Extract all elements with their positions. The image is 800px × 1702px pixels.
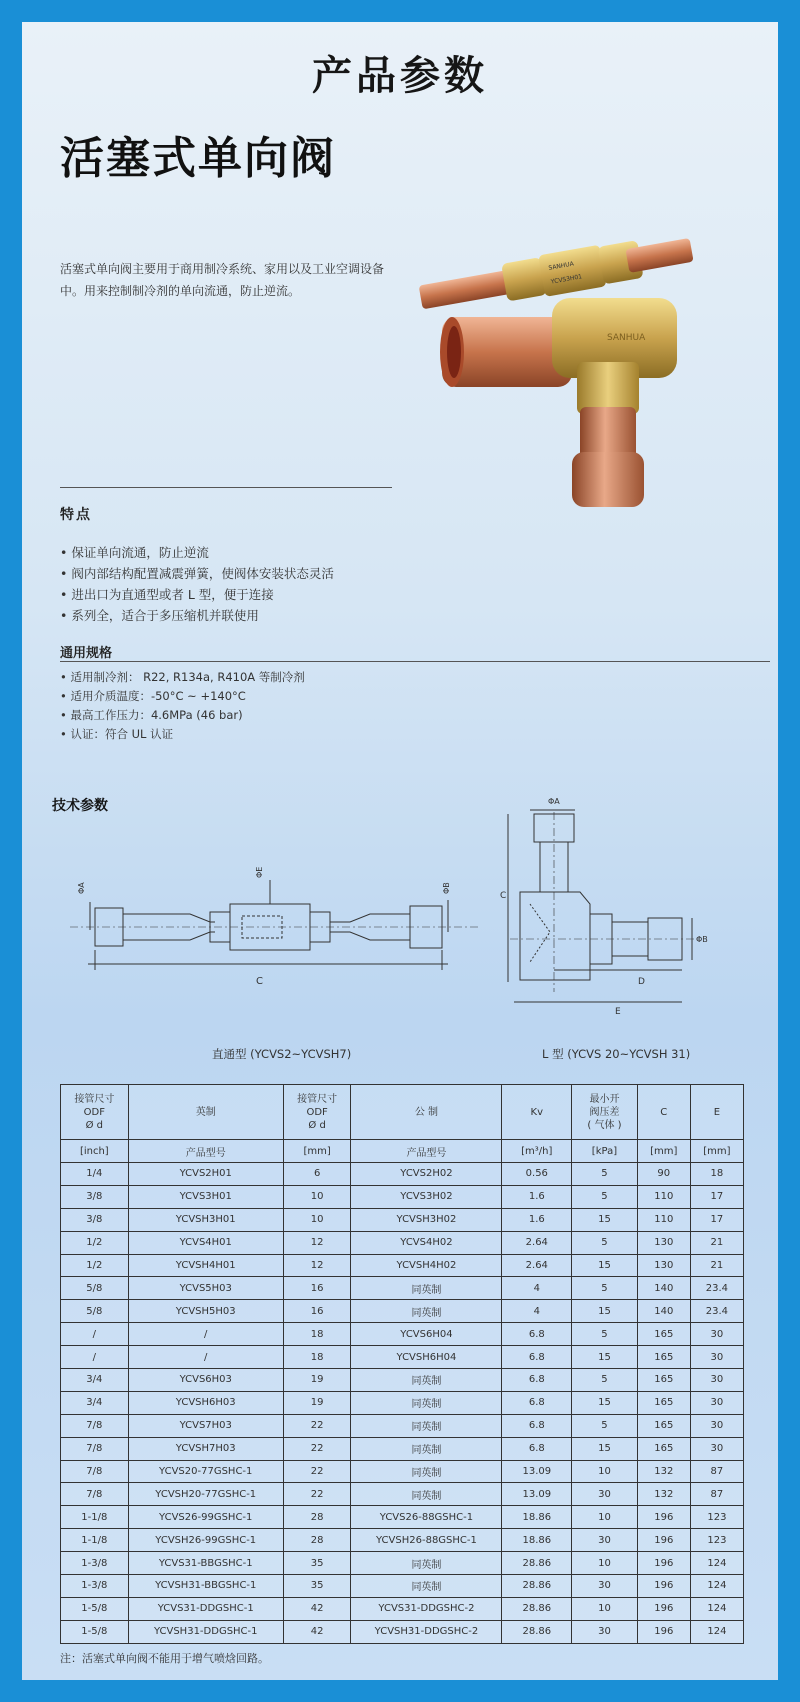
table-cell: 110 <box>637 1208 690 1231</box>
table-cell: / <box>61 1323 129 1346</box>
table-cell: 15 <box>572 1437 638 1460</box>
table-cell: YCVS20-77GSHC-1 <box>128 1460 283 1483</box>
table-row <box>61 1323 744 1346</box>
table-row <box>61 1369 744 1392</box>
table-cell: 17 <box>690 1208 743 1231</box>
table-cell: 6.8 <box>502 1323 572 1346</box>
table-cell: 同英制 <box>351 1369 502 1392</box>
table-cell: 5 <box>572 1163 638 1186</box>
table-cell: 1-3/8 <box>61 1575 129 1598</box>
table-cell: 10 <box>283 1185 351 1208</box>
dim-e-label: ΦE <box>255 866 264 878</box>
table-cell: 28 <box>283 1529 351 1552</box>
table-cell: 3/8 <box>61 1185 129 1208</box>
table-cell: 28 <box>283 1506 351 1529</box>
table-row <box>61 1483 744 1506</box>
table-cell: 15 <box>572 1254 638 1277</box>
table-cell: YCVS3H02 <box>351 1185 502 1208</box>
table-cell: 23.4 <box>690 1277 743 1300</box>
table-row <box>61 1231 744 1254</box>
table-cell: 10 <box>572 1506 638 1529</box>
table-cell: 同英制 <box>351 1300 502 1323</box>
table-cell: 1.6 <box>502 1185 572 1208</box>
table-cell: YCVS4H01 <box>128 1231 283 1254</box>
table-row <box>61 1208 744 1231</box>
table-cell: 165 <box>637 1346 690 1369</box>
table-row <box>61 1185 744 1208</box>
table-cell: 1.6 <box>502 1208 572 1231</box>
table-cell: YCVSH4H02 <box>351 1254 502 1277</box>
l-valve-image <box>440 298 677 507</box>
unit-cell: [kPa] <box>572 1140 638 1163</box>
col-header: E <box>690 1085 743 1140</box>
table-cell: / <box>128 1346 283 1369</box>
table-cell: 30 <box>690 1414 743 1437</box>
unit-cell: [mm] <box>690 1140 743 1163</box>
features-list <box>60 542 334 626</box>
table-cell: 90 <box>637 1163 690 1186</box>
table-cell: YCVS31-DDGSHC-2 <box>351 1597 502 1620</box>
col-header: 公 制 <box>351 1085 502 1140</box>
table-cell: 5 <box>572 1323 638 1346</box>
table-cell: 196 <box>637 1597 690 1620</box>
table-cell: 196 <box>637 1575 690 1598</box>
table-row <box>61 1163 744 1186</box>
table-cell: 1-5/8 <box>61 1597 129 1620</box>
unit-cell: [inch] <box>61 1140 129 1163</box>
spec-item: • 最高工作压力：4.6MPa (46 bar) <box>60 708 243 722</box>
dim-d-label: D <box>638 977 645 987</box>
table-cell: YCVSH7H03 <box>128 1437 283 1460</box>
table-cell: 5 <box>572 1231 638 1254</box>
table-cell: 42 <box>283 1620 351 1643</box>
table-cell: 165 <box>637 1323 690 1346</box>
col-header: Kv <box>502 1085 572 1140</box>
table-cell: 140 <box>637 1300 690 1323</box>
table-cell: YCVS5H03 <box>128 1277 283 1300</box>
dim-a-label-l: ΦA <box>548 797 560 806</box>
table-cell: YCVS3H01 <box>128 1185 283 1208</box>
table-row <box>61 1575 744 1598</box>
table-cell: 2.64 <box>502 1254 572 1277</box>
table-cell: 13.09 <box>502 1483 572 1506</box>
spec-item: • 适用介质温度：-50°C ~ +140°C <box>60 689 246 703</box>
table-cell: 22 <box>283 1414 351 1437</box>
table-cell: 6.8 <box>502 1369 572 1392</box>
table-cell: 22 <box>283 1460 351 1483</box>
table-cell: 7/8 <box>61 1437 129 1460</box>
table-cell: 17 <box>690 1185 743 1208</box>
table-cell: 16 <box>283 1300 351 1323</box>
feature-item: • 系列全，适合于多压缩机并联使用 <box>60 608 259 623</box>
table-cell: 18 <box>283 1323 351 1346</box>
straight-type-drawing <box>60 860 490 1010</box>
table-cell: 5/8 <box>61 1300 129 1323</box>
table-cell: 12 <box>283 1254 351 1277</box>
table-cell: 140 <box>637 1277 690 1300</box>
table-row <box>61 1346 744 1369</box>
feature-item: • 进出口为直通型或者 L 型，便于连接 <box>60 587 274 602</box>
table-cell: YCVSH31-BBGSHC-1 <box>128 1575 283 1598</box>
table-cell: 0.56 <box>502 1163 572 1186</box>
table-cell: 5 <box>572 1277 638 1300</box>
dim-a-label: ΦA <box>77 882 86 894</box>
table-cell: YCVS7H03 <box>128 1414 283 1437</box>
table-cell: YCVSH3H02 <box>351 1208 502 1231</box>
table-cell: 同英制 <box>351 1414 502 1437</box>
table-cell: 1-5/8 <box>61 1620 129 1643</box>
table-cell: YCVSH20-77GSHC-1 <box>128 1483 283 1506</box>
footnote: 注：活塞式单向阀不能用于增气喷焓回路。 <box>60 1652 269 1665</box>
table-cell: 15 <box>572 1391 638 1414</box>
table-row <box>61 1506 744 1529</box>
table-cell: YCVS31-BBGSHC-1 <box>128 1552 283 1575</box>
product-image <box>412 212 762 542</box>
table-row <box>61 1391 744 1414</box>
dim-b-label: ΦB <box>442 882 451 894</box>
table-cell: 124 <box>690 1552 743 1575</box>
table-row <box>61 1277 744 1300</box>
spec-item: • 适用制冷剂： R22, R134a, R410A 等制冷剂 <box>60 670 305 684</box>
table-cell: 196 <box>637 1506 690 1529</box>
table-cell: 2.64 <box>502 1231 572 1254</box>
table-row <box>61 1620 744 1643</box>
table-cell: YCVSH26-99GSHC-1 <box>128 1529 283 1552</box>
table-cell: 19 <box>283 1369 351 1392</box>
dim-e-len-label: E <box>615 1007 621 1017</box>
table-cell: 15 <box>572 1300 638 1323</box>
divider <box>60 487 392 488</box>
table-cell: 124 <box>690 1620 743 1643</box>
table-cell: 30 <box>690 1391 743 1414</box>
table-cell: 16 <box>283 1277 351 1300</box>
table-cell: 28.86 <box>502 1620 572 1643</box>
table-cell: 6.8 <box>502 1391 572 1414</box>
dim-c-label: C <box>256 976 263 987</box>
table-cell: YCVS6H03 <box>128 1369 283 1392</box>
features-title: 特点 <box>60 507 92 523</box>
table-cell: 7/8 <box>61 1460 129 1483</box>
table-cell: 3/4 <box>61 1369 129 1392</box>
model-mark: YCVS3H01 <box>550 273 583 286</box>
table-row <box>61 1552 744 1575</box>
table-cell: YCVSH31-DDGSHC-1 <box>128 1620 283 1643</box>
table-cell: 21 <box>690 1254 743 1277</box>
table-cell: 10 <box>572 1597 638 1620</box>
table-cell: YCVSH31-DDGSHC-2 <box>351 1620 502 1643</box>
table-row <box>61 1300 744 1323</box>
table-cell: 87 <box>690 1483 743 1506</box>
spec-title: 通用规格 <box>60 646 113 661</box>
table-row <box>61 1460 744 1483</box>
table-cell: 30 <box>690 1369 743 1392</box>
spec-list <box>60 668 305 744</box>
table-cell: YCVS6H04 <box>351 1323 502 1346</box>
table-cell: 42 <box>283 1597 351 1620</box>
table-cell: 1/2 <box>61 1254 129 1277</box>
table-cell: 30 <box>572 1620 638 1643</box>
table-cell: 30 <box>572 1575 638 1598</box>
table-cell: 13.09 <box>502 1460 572 1483</box>
table-cell: 同英制 <box>351 1437 502 1460</box>
spec-table <box>60 1084 744 1644</box>
dim-b-label-l: ΦB <box>696 935 708 944</box>
feature-item: • 保证单向流通，防止逆流 <box>60 545 209 560</box>
table-cell: 165 <box>637 1369 690 1392</box>
tech-title: 技术参数 <box>52 798 108 814</box>
col-header: C <box>637 1085 690 1140</box>
table-cell: YCVS26-99GSHC-1 <box>128 1506 283 1529</box>
table-cell: 110 <box>637 1185 690 1208</box>
l-type-drawing <box>500 792 770 1042</box>
table-cell: 6.8 <box>502 1437 572 1460</box>
table-cell: 6 <box>283 1163 351 1186</box>
table-cell: 28.86 <box>502 1597 572 1620</box>
table-cell: 87 <box>690 1460 743 1483</box>
col-header: 接管尺寸 ODF Ø d <box>283 1085 351 1140</box>
table-cell: 18 <box>690 1163 743 1186</box>
divider <box>60 661 770 662</box>
col-header: 英制 <box>128 1085 283 1140</box>
table-cell: YCVSH3H01 <box>128 1208 283 1231</box>
table-cell: 124 <box>690 1597 743 1620</box>
table-cell: 4 <box>502 1300 572 1323</box>
table-cell: 1-1/8 <box>61 1506 129 1529</box>
table-cell: 15 <box>572 1346 638 1369</box>
table-cell: 同英制 <box>351 1552 502 1575</box>
page-title: 产品参数 <box>312 53 488 99</box>
table-cell: YCVSH6H04 <box>351 1346 502 1369</box>
table-cell: 10 <box>283 1208 351 1231</box>
table-cell: 12 <box>283 1231 351 1254</box>
unit-cell: 产品型号 <box>351 1140 502 1163</box>
table-row <box>61 1529 744 1552</box>
unit-cell: [mm] <box>283 1140 351 1163</box>
table-cell: 130 <box>637 1254 690 1277</box>
table-unit-row <box>61 1140 744 1163</box>
table-cell: 18 <box>283 1346 351 1369</box>
table-cell: 1/4 <box>61 1163 129 1186</box>
col-header: 接管尺寸 ODF Ø d <box>61 1085 129 1140</box>
straight-type-caption: 直通型 (YCVS2~YCVSH7) <box>212 1047 352 1061</box>
table-cell: YCVSH6H03 <box>128 1391 283 1414</box>
brand-mark: SANHUA <box>547 260 575 272</box>
table-cell: 5 <box>572 1185 638 1208</box>
table-cell: YCVSH4H01 <box>128 1254 283 1277</box>
table-cell: 7/8 <box>61 1483 129 1506</box>
unit-cell: [m³/h] <box>502 1140 572 1163</box>
table-cell: / <box>128 1323 283 1346</box>
table-cell: 10 <box>572 1552 638 1575</box>
table-cell: 165 <box>637 1437 690 1460</box>
brand-mark-l: SANHUA <box>607 333 646 343</box>
table-cell: 同英制 <box>351 1277 502 1300</box>
table-cell: 35 <box>283 1575 351 1598</box>
table-cell: 35 <box>283 1552 351 1575</box>
table-cell: 30 <box>572 1529 638 1552</box>
spec-item: • 认证：符合 UL 认证 <box>60 727 174 741</box>
table-cell: 18.86 <box>502 1506 572 1529</box>
table-cell: 5 <box>572 1369 638 1392</box>
table-cell: YCVS26-88GSHC-1 <box>351 1506 502 1529</box>
table-cell: 18.86 <box>502 1529 572 1552</box>
table-cell: 3/8 <box>61 1208 129 1231</box>
table-cell: 123 <box>690 1529 743 1552</box>
table-cell: 同英制 <box>351 1391 502 1414</box>
table-cell: 30 <box>690 1346 743 1369</box>
table-cell: 132 <box>637 1460 690 1483</box>
page-frame <box>22 22 778 1680</box>
table-cell: 6.8 <box>502 1346 572 1369</box>
unit-cell: 产品型号 <box>128 1140 283 1163</box>
table-cell: 30 <box>572 1483 638 1506</box>
table-cell: 28.86 <box>502 1552 572 1575</box>
table-cell: 22 <box>283 1437 351 1460</box>
table-cell: 165 <box>637 1414 690 1437</box>
table-row <box>61 1414 744 1437</box>
table-cell: 21 <box>690 1231 743 1254</box>
table-cell: 28.86 <box>502 1575 572 1598</box>
table-cell: YCVS2H02 <box>351 1163 502 1186</box>
table-cell: 同英制 <box>351 1483 502 1506</box>
table-cell: / <box>61 1346 129 1369</box>
table-cell: 30 <box>690 1437 743 1460</box>
table-cell: 1/2 <box>61 1231 129 1254</box>
table-cell: 同英制 <box>351 1460 502 1483</box>
table-cell: 5/8 <box>61 1277 129 1300</box>
table-cell: 130 <box>637 1231 690 1254</box>
table-cell: 7/8 <box>61 1414 129 1437</box>
table-cell: 15 <box>572 1208 638 1231</box>
table-cell: 124 <box>690 1575 743 1598</box>
table-cell: YCVS4H02 <box>351 1231 502 1254</box>
table-cell: 30 <box>690 1323 743 1346</box>
table-cell: 165 <box>637 1391 690 1414</box>
l-type-caption: L 型 (YCVS 20~YCVSH 31) <box>542 1047 691 1061</box>
col-header: 最小开 阀压差 ( 气体 ) <box>572 1085 638 1140</box>
table-cell: 同英制 <box>351 1575 502 1598</box>
table-cell: 132 <box>637 1483 690 1506</box>
table-cell: 5 <box>572 1414 638 1437</box>
table-cell: 196 <box>637 1552 690 1575</box>
product-name: 活塞式单向阀 <box>60 133 336 184</box>
table-row <box>61 1254 744 1277</box>
table-row <box>61 1597 744 1620</box>
table-header-row <box>61 1085 744 1140</box>
unit-cell: [mm] <box>637 1140 690 1163</box>
table-cell: 4 <box>502 1277 572 1300</box>
dim-c-label-l: C <box>500 891 507 901</box>
table-cell: YCVS31-DDGSHC-1 <box>128 1597 283 1620</box>
table-cell: 1-1/8 <box>61 1529 129 1552</box>
table-cell: 1-3/8 <box>61 1552 129 1575</box>
table-cell: 123 <box>690 1506 743 1529</box>
table-cell: 3/4 <box>61 1391 129 1414</box>
table-cell: 196 <box>637 1529 690 1552</box>
table-cell: YCVSH26-88GSHC-1 <box>351 1529 502 1552</box>
table-cell: 6.8 <box>502 1414 572 1437</box>
intro-text: 活塞式单向阀主要用于商用制冷系统、家用以及工业空调设备中。用来控制制冷剂的单向流通，防止逆流。 <box>60 262 385 298</box>
feature-item: • 阀内部结构配置减震弹簧，使阀体安装状态灵活 <box>60 566 334 581</box>
table-cell: 19 <box>283 1391 351 1414</box>
table-row <box>61 1437 744 1460</box>
table-cell: 196 <box>637 1620 690 1643</box>
table-cell: 22 <box>283 1483 351 1506</box>
table-cell: 23.4 <box>690 1300 743 1323</box>
table-body <box>61 1140 744 1644</box>
table-cell: YCVSH5H03 <box>128 1300 283 1323</box>
table-cell: 10 <box>572 1460 638 1483</box>
table-cell: YCVS2H01 <box>128 1163 283 1186</box>
